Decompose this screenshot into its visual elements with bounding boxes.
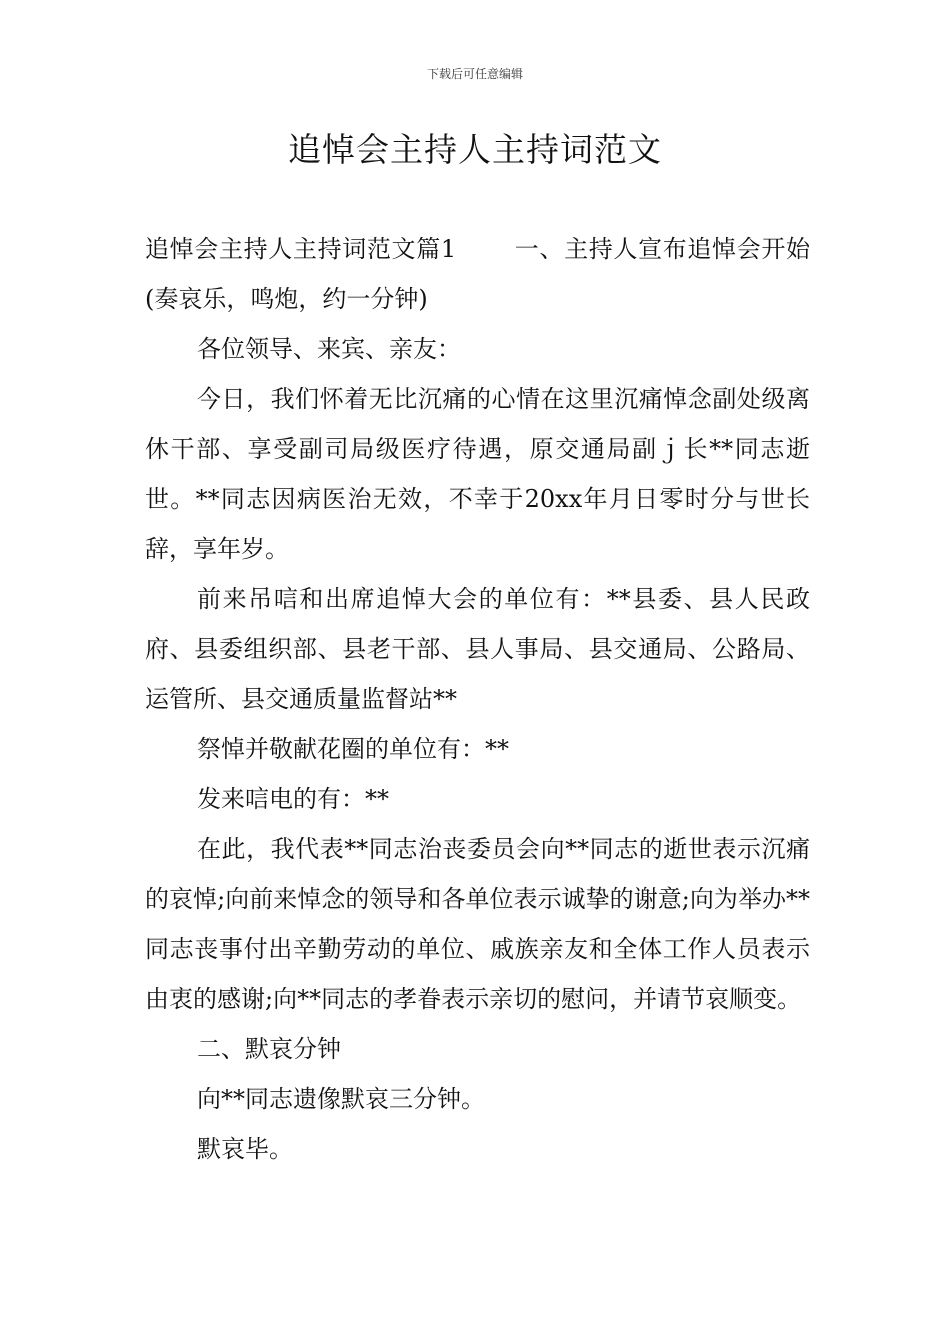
body-paragraph: 发来唁电的有：** xyxy=(197,785,389,813)
body-paragraph: 在此，我代表**同志治丧委员会向**同志的逝世表示沉痛的哀悼;向前来悼念的领导和各单位表示诚挚的谢意;向为举办**同志丧事付出辛勤劳动的单位、戚族亲友和全体工作人员表示由衷的感谢;向**同志的孝眷表示亲切的慰问，并请节哀顺变。 xyxy=(145,835,810,1013)
header-note: 下载后可任意编辑 xyxy=(426,67,523,81)
document-title: 追悼会主持人主持词范文 xyxy=(288,130,662,169)
intro-paragraph xyxy=(145,224,810,324)
body-paragraph: 默哀毕。 xyxy=(197,1135,293,1163)
document-body xyxy=(145,224,810,1174)
body-paragraph: 各位领导、来宾、亲友： xyxy=(197,335,461,363)
body-paragraph: 今日，我们怀着无比沉痛的心情在这里沉痛悼念副处级离休干部、享受副司局级医疗待遇，原交通局副ｊ长**同志逝世。**同志因病医治无效，不幸于20xx年月日零时分与世长辞，享年岁。 xyxy=(145,385,810,563)
intro-section-heading: 一、主持人宣布追悼会开始(奏哀乐，鸣炮，约一分钟) xyxy=(145,235,810,313)
body-paragraph: 祭悼并敬献花圈的单位有：** xyxy=(197,735,509,763)
body-paragraph: 向**同志遗像默哀三分钟。 xyxy=(197,1085,485,1113)
intro-section-label: 追悼会主持人主持词范文篇1 xyxy=(145,235,457,263)
section-heading: 二、默哀分钟 xyxy=(197,1035,341,1063)
body-paragraph: 前来吊唁和出席追悼大会的单位有：**县委、县人民政府、县委组织部、县老干部、县人事局、县交通局、公路局、运管所、县交通质量监督站** xyxy=(145,585,810,713)
